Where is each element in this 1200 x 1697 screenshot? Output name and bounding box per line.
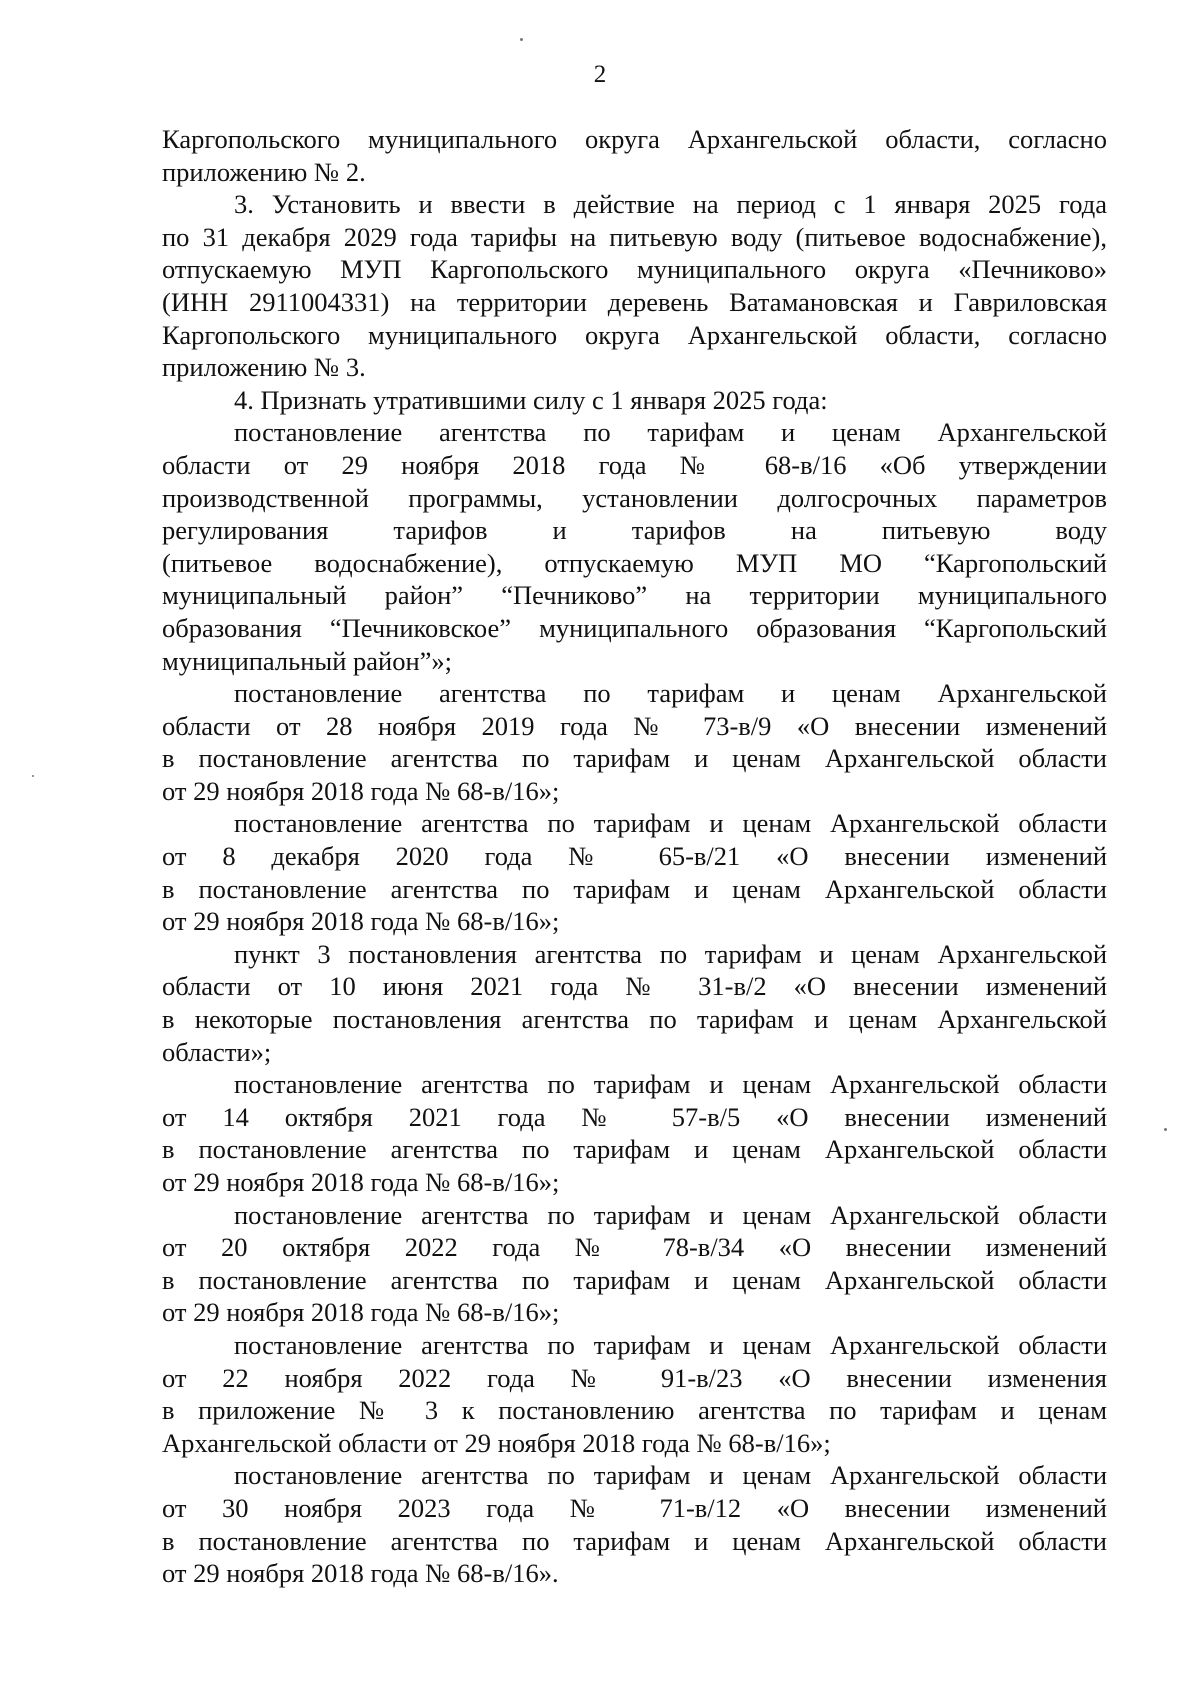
- text-line: в постановление агентства по тарифам и ценам Архангельской области: [162, 743, 1107, 774]
- list-item-start: постановление агентства по тарифам и ценам Архангельской области: [234, 808, 1107, 839]
- document-body: [162, 123, 1107, 1590]
- text-line: от 29 ноября 2018 года № 68-в/16».: [162, 1558, 559, 1589]
- text-line: области от 10 июня 2021 года № 31-в/2 «О внесении изменений: [162, 971, 1107, 1002]
- paragraph-3-start: 3. Установить и ввести в действие на период с 1 января 2025 года: [234, 189, 1107, 220]
- text-line: от 29 ноября 2018 года № 68-в/16»;: [162, 775, 560, 806]
- text-line: приложению № 3.: [162, 352, 366, 383]
- text-line: производственной программы, установлении долгосрочных параметров: [162, 482, 1107, 513]
- text-line: по 31 декабря 2029 года тарифы на питьевую воду (питьевое водоснабжение),: [162, 221, 1107, 252]
- text-line: муниципальный район” “Печниково” на территории муниципального: [162, 580, 1107, 611]
- scan-speck: [1164, 1128, 1167, 1131]
- text-line: (ИНН 2911004331) на территории деревень Ватамановская и Гавриловская: [162, 286, 1107, 317]
- text-line: (питьевое водоснабжение), отпускаемую МУП МО “Каргопольский: [162, 547, 1107, 578]
- text-line: муниципальный район”»;: [162, 645, 453, 676]
- page-number: 2: [593, 61, 607, 88]
- scan-speck: [520, 38, 523, 41]
- text-line: приложению № 2.: [162, 156, 366, 187]
- text-line: от 29 ноября 2018 года № 68-в/16»;: [162, 906, 560, 937]
- text-line: Каргопольского муниципального округа Архангельской области, согласно: [162, 319, 1107, 350]
- text-line: в постановление агентства по тарифам и ценам Архангельской области: [162, 1525, 1107, 1556]
- list-item-start: постановление агентства по тарифам и ценам Архангельской: [234, 678, 1107, 709]
- text-line: в некоторые постановления агентства по тарифам и ценам Архангельской: [162, 1004, 1107, 1035]
- text-line: от 14 октября 2021 года № 57-в/5 «О внесении изменений: [162, 1101, 1107, 1132]
- scan-speck: [32, 775, 34, 777]
- text-line: в постановление агентства по тарифам и ценам Архангельской области: [162, 1264, 1107, 1295]
- text-line: в постановление агентства по тарифам и ценам Архангельской области: [162, 873, 1107, 904]
- text-line: от 8 декабря 2020 года № 65-в/21 «О внесении изменений: [162, 841, 1107, 872]
- text-line: образования “Печниковское” муниципального образования “Каргопольский: [162, 612, 1107, 643]
- text-line: от 20 октября 2022 года № 78-в/34 «О внесении изменений: [162, 1232, 1107, 1263]
- list-item-start: постановление агентства по тарифам и ценам Архангельской области: [234, 1460, 1107, 1491]
- text-line: области от 29 ноября 2018 года № 68-в/16 «Об утверждении: [162, 449, 1107, 480]
- list-item-start: постановление агентства по тарифам и ценам Архангельской области: [234, 1199, 1107, 1230]
- text-line: в постановление агентства по тарифам и ценам Архангельской области: [162, 1134, 1107, 1165]
- paragraph-4-start: 4. Признать утратившими силу с 1 января 2025 года:: [234, 384, 828, 415]
- text-line: от 29 ноября 2018 года № 68-в/16»;: [162, 1167, 560, 1197]
- text-line: отпускаемую МУП Каргопольского муниципального округа «Печниково»: [162, 254, 1107, 285]
- text-line: Каргопольского муниципального округа Архангельской области, согласно: [162, 124, 1107, 154]
- list-item-start: постановление агентства по тарифам и ценам Архангельской области: [234, 1329, 1107, 1360]
- list-item-start: постановление агентства по тарифам и ценам Архангельской области: [234, 1069, 1107, 1100]
- text-line: в приложение № 3 к постановлению агентства по тарифам и ценам: [162, 1395, 1107, 1426]
- text-line: от 29 ноября 2018 года № 68-в/16»;: [162, 1297, 560, 1328]
- text-line: от 30 ноября 2023 года № 71-в/12 «О внесении изменений: [162, 1492, 1107, 1523]
- text-line: области»;: [162, 1036, 272, 1067]
- text-line: от 22 ноября 2022 года № 91-в/23 «О внесении изменения: [162, 1362, 1107, 1393]
- list-item-start: постановление агентства по тарифам и ценам Архангельской: [234, 417, 1107, 448]
- text-line: регулирования тарифов и тарифов на питьевую воду: [162, 515, 1107, 546]
- list-item-start: пункт 3 постановления агентства по тарифам и ценам Архангельской: [234, 938, 1107, 969]
- text-line: Архангельской области от 29 ноября 2018 года № 68-в/16»;: [162, 1427, 831, 1458]
- text-line: области от 28 ноября 2019 года № 73-в/9 «О внесении изменений: [162, 710, 1107, 741]
